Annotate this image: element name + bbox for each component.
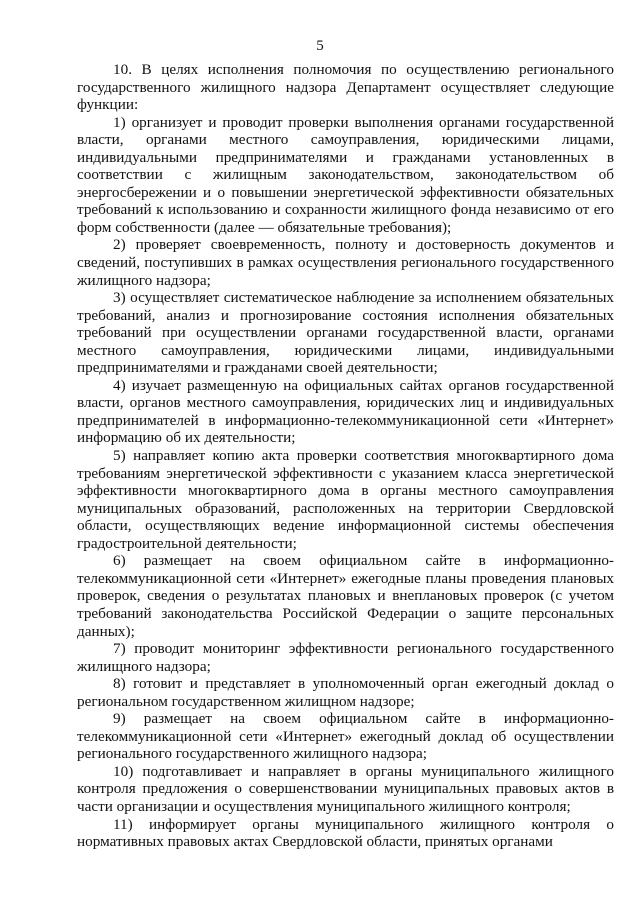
page-number: 5 xyxy=(316,38,324,54)
paragraph-item-6: 6) размещает на своем официальном сайте в информационно-телекоммуникационной сети «Интернет» ежегодные планы проведения плановых проверок, сведения о результатах плановых и внеплановых проверок (с учетом требований законодательства Российской Федерации о защите персональных данных); xyxy=(77,552,614,640)
paragraph-item-8: 8) готовит и представляет в уполномоченный орган ежегодный доклад о региональном государственном жилищном надзоре; xyxy=(77,675,614,710)
paragraph-item-5: 5) направляет копию акта проверки соответствия многоквартирного дома требованиям энергетической эффективности с указанием класса энергетической эффективности многоквартирного дома в органы местного самоуправления муниципальных образований, расположенных на территории Свердловской области, осуществляющих ведение информационной системы обеспечения градостроительной деятельности; xyxy=(77,447,614,552)
paragraph-item-2: 2) проверяет своевременность, полноту и достоверность документов и сведений, поступивших в рамках осуществления регионального государственного жилищного надзора; xyxy=(77,236,614,289)
paragraph-item-10: 10) подготавливает и направляет в органы муниципального жилищного контроля предложения о совершенствовании муниципальных правовых актов в части организации и осуществления муниципального жилищного контроля; xyxy=(77,762,614,815)
paragraph-item-3: 3) осуществляет систематическое наблюдение за исполнением обязательных требований, анализ и прогнозирование состояния исполнения обязательных требований при осуществлении органами государственной власти, органами местного самоуправления, юридическими лицами, индивидуальными предпринимателями и гражданами своей деятельности; xyxy=(77,289,614,377)
paragraph-intro: 10. В целях исполнения полномочия по осуществлению регионального государственного жилищного надзора Департамент осуществляет следующие функции: xyxy=(77,61,614,114)
paragraph-item-11: 11) информирует органы муниципального жилищного контроля о нормативных правовых актах Свердловской области, принятых органами xyxy=(77,815,614,851)
document-body xyxy=(77,61,614,851)
paragraph-item-4: 4) изучает размещенную на официальных сайтах органов государственной власти, органов местного самоуправления, юридических лиц и индивидуальных предпринимателей в информационно-телекоммуникационной сети «Интернет» информацию об их деятельности; xyxy=(77,376,614,447)
paragraph-item-1: 1) организует и проводит проверки выполнения органами государственной власти, органами местного самоуправления, юридическими лицами, индивидуальными предпринимателями и гражданами установленных в соответствии с жилищным законодательством, законодательством об энергосбережении и о повышении энергетической эффективности обязательных требований к использованию и сохранности жилищного фонда независимо от его форм собственности (далее — обязательные требования); xyxy=(77,113,614,236)
paragraph-item-9: 9) размещает на своем официальном сайте в информационно-телекоммуникационной сети «Интернет» ежегодный доклад об осуществлении регионального государственного жилищного надзора; xyxy=(77,710,614,763)
paragraph-item-7: 7) проводит мониторинг эффективности регионального государственного жилищного надзора; xyxy=(77,640,614,675)
